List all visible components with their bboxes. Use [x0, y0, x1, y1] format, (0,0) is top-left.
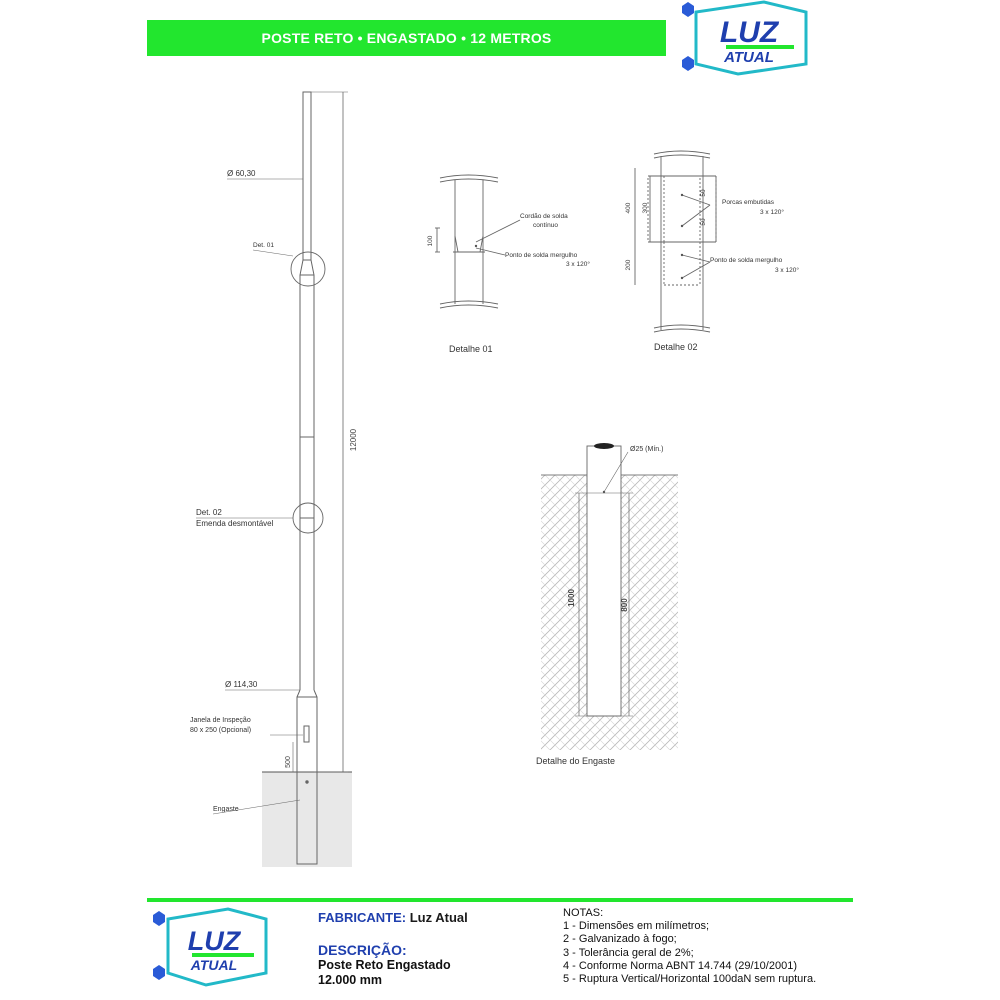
porcas-sub-label: 3 x 120° — [760, 209, 784, 216]
hexagon-icon — [153, 911, 165, 926]
engaste-pole — [587, 446, 621, 716]
logo-text-luz: LUZ — [719, 16, 779, 49]
logo-text-atual: ATUAL — [724, 49, 774, 66]
engaste-diameter-label: Ø25 (Mín.) — [630, 446, 664, 453]
det02-sub-label: Emenda desmontável — [196, 519, 274, 528]
fabricante — [318, 910, 468, 925]
ponto2-label: Ponto de solda mergulho — [710, 257, 783, 264]
nota-item: 5 - Ruptura Vertical/Horizontal 100daN sem ruptura. — [563, 973, 817, 986]
detalhe01-title: Detalhe 01 — [449, 344, 493, 354]
page-title: POSTE RETO • ENGASTADO • 12 METROS — [261, 30, 552, 46]
cordao-sub-label: contínuo — [533, 222, 558, 229]
ponto2-sub-label: 3 x 120° — [775, 267, 799, 274]
fabricante-label: FABRICANTE: — [318, 910, 407, 925]
engaste-label: Engaste — [213, 806, 239, 813]
ponto-label: Ponto de solda mergulho — [505, 252, 578, 259]
dim-200-text: 200 — [625, 259, 632, 271]
janela-label: Janela de Inspeção — [190, 717, 251, 724]
dim-500-text: 500 — [285, 756, 292, 768]
main-pole — [297, 92, 317, 864]
nota-item: 3 - Tolerância geral de 2%; — [563, 946, 694, 959]
janela-size-label: 80 x 250 (Opcional) — [190, 727, 252, 734]
dim-50b-text: 50 — [700, 218, 707, 226]
detalhe02-title: Detalhe 02 — [654, 342, 698, 352]
dim-400-text: 400 — [625, 202, 632, 214]
descricao — [318, 942, 451, 988]
engaste-detail-title: Detalhe do Engaste — [536, 756, 616, 766]
cordao-label: Cordão de solda — [520, 213, 568, 220]
det01-label: Det. 01 — [253, 242, 274, 249]
dim-300-text: 300 — [642, 202, 649, 214]
diameter-top-label: Ø 60,30 — [227, 169, 256, 178]
notas-title: NOTAS: — [563, 907, 604, 919]
dim-50a-text: 50 — [700, 189, 707, 197]
descricao-label: DESCRIÇÃO: — [318, 942, 407, 958]
porcas-label: Porcas embutidas — [722, 199, 775, 206]
fabricante-value: Luz Atual — [409, 910, 468, 925]
diameter-base-label: Ø 114,30 — [225, 680, 258, 689]
logo-text-luz: LUZ — [187, 926, 241, 956]
det02-label: Det. 02 — [196, 508, 222, 517]
luz-atual-logo-footer — [148, 907, 272, 987]
detalhe01-dim-text: 100 — [427, 235, 434, 247]
height-dimension-text: 12000 — [349, 428, 358, 452]
pole-top-ellipse — [594, 443, 614, 449]
hexagon-icon — [153, 965, 165, 980]
ground-fill — [262, 772, 352, 867]
detalhe01-drawing — [435, 175, 520, 308]
nota-item: 4 - Conforme Norma ABNT 14.744 (29/10/2001) — [563, 959, 797, 972]
dim-800-text: 800 — [620, 598, 629, 612]
descricao-line1: Poste Reto Engastado — [318, 958, 451, 972]
nota-item: 1 - Dimensões em milímetros; — [563, 920, 710, 933]
footer-divider — [147, 898, 853, 902]
ponto-sub-label: 3 x 120° — [566, 261, 590, 268]
nota-item: 2 - Galvanizado à fogo; — [563, 933, 677, 946]
detalhe02-drawing — [635, 151, 716, 332]
dim-1000-text: 1000 — [567, 589, 576, 607]
logo-text-atual: ATUAL — [190, 957, 238, 973]
notas — [563, 907, 816, 986]
descricao-line2: 12.000 mm — [318, 973, 382, 987]
